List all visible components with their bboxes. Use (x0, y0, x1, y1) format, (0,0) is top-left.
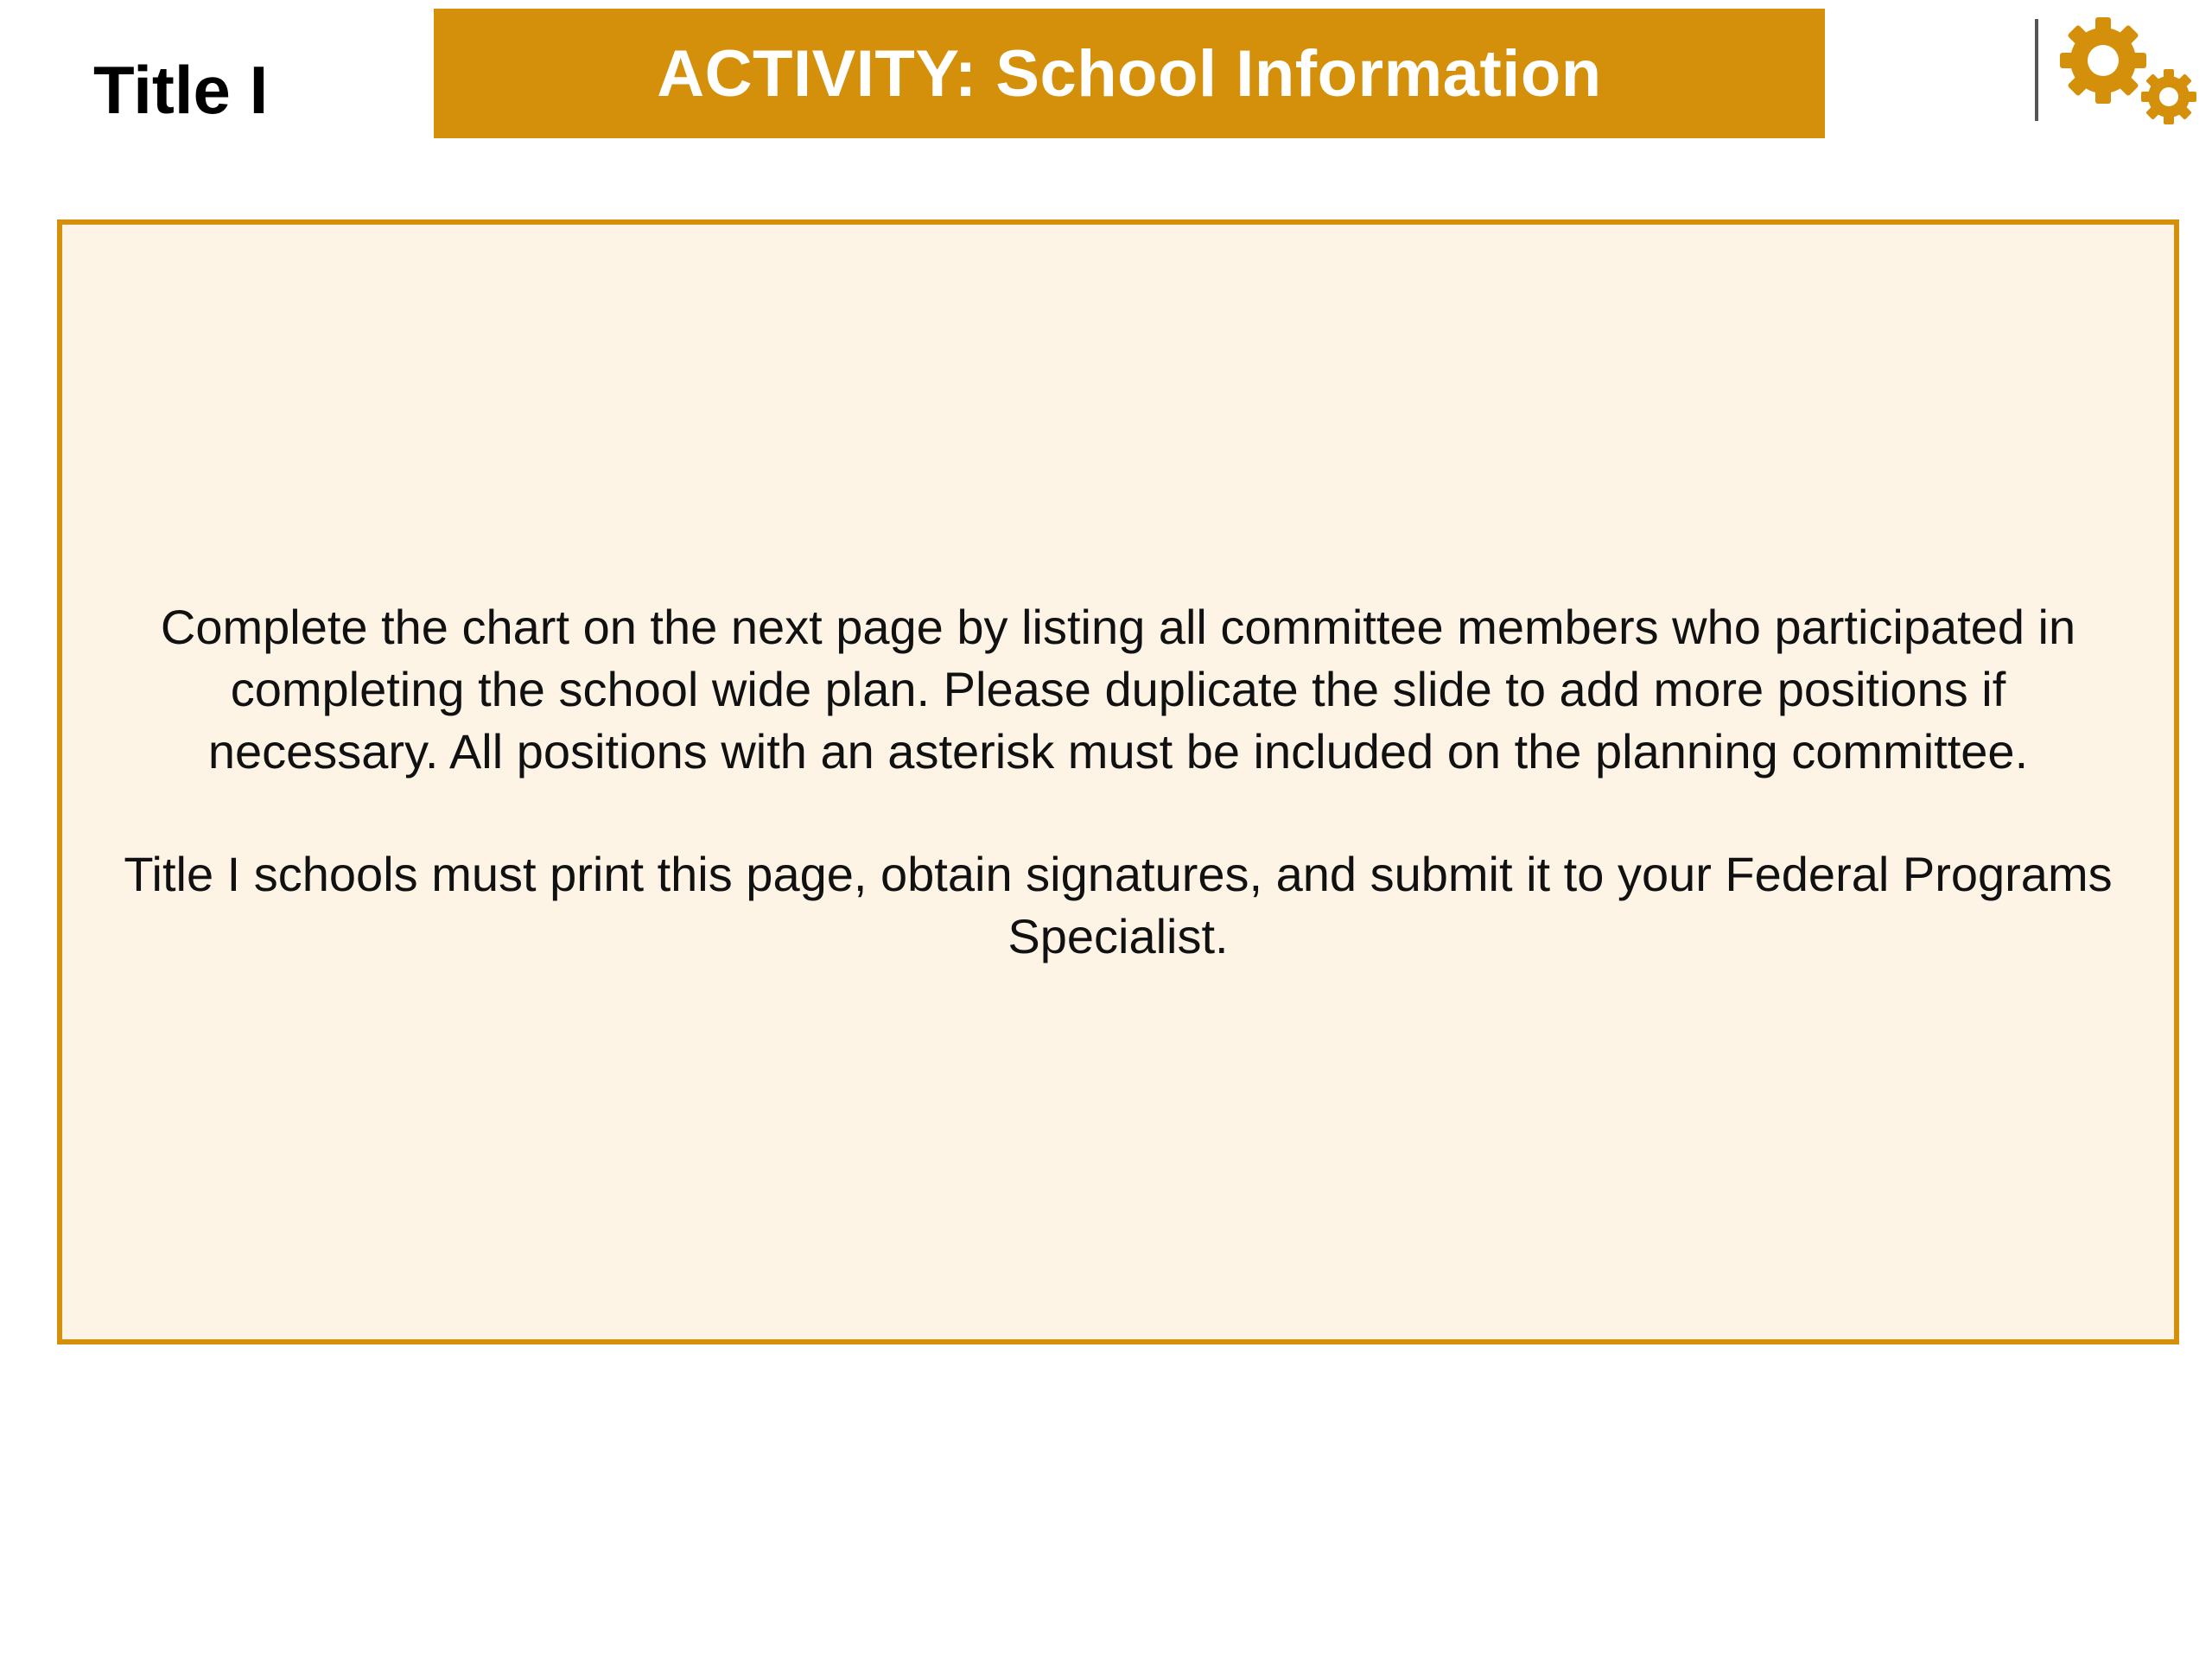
section-label: Title I (93, 52, 269, 128)
submission-paragraph: Title I schools must print this page, obtain signatures, and submit it to your Federal Programs Specialist. (124, 847, 2113, 963)
instructions-box (57, 219, 2179, 1344)
banner-title: ACTIVITY: School Information (657, 36, 1602, 111)
instructions-paragraph: Complete the chart on the next page by listing all committee members who participated in completing the school wide plan. Please duplicate the slide to add more positions if necessary. All positions with an asterisk must be included on the planning committee. (160, 600, 2076, 779)
header-divider (2035, 19, 2038, 121)
gears-icon (2050, 10, 2205, 128)
activity-banner (434, 9, 1825, 138)
